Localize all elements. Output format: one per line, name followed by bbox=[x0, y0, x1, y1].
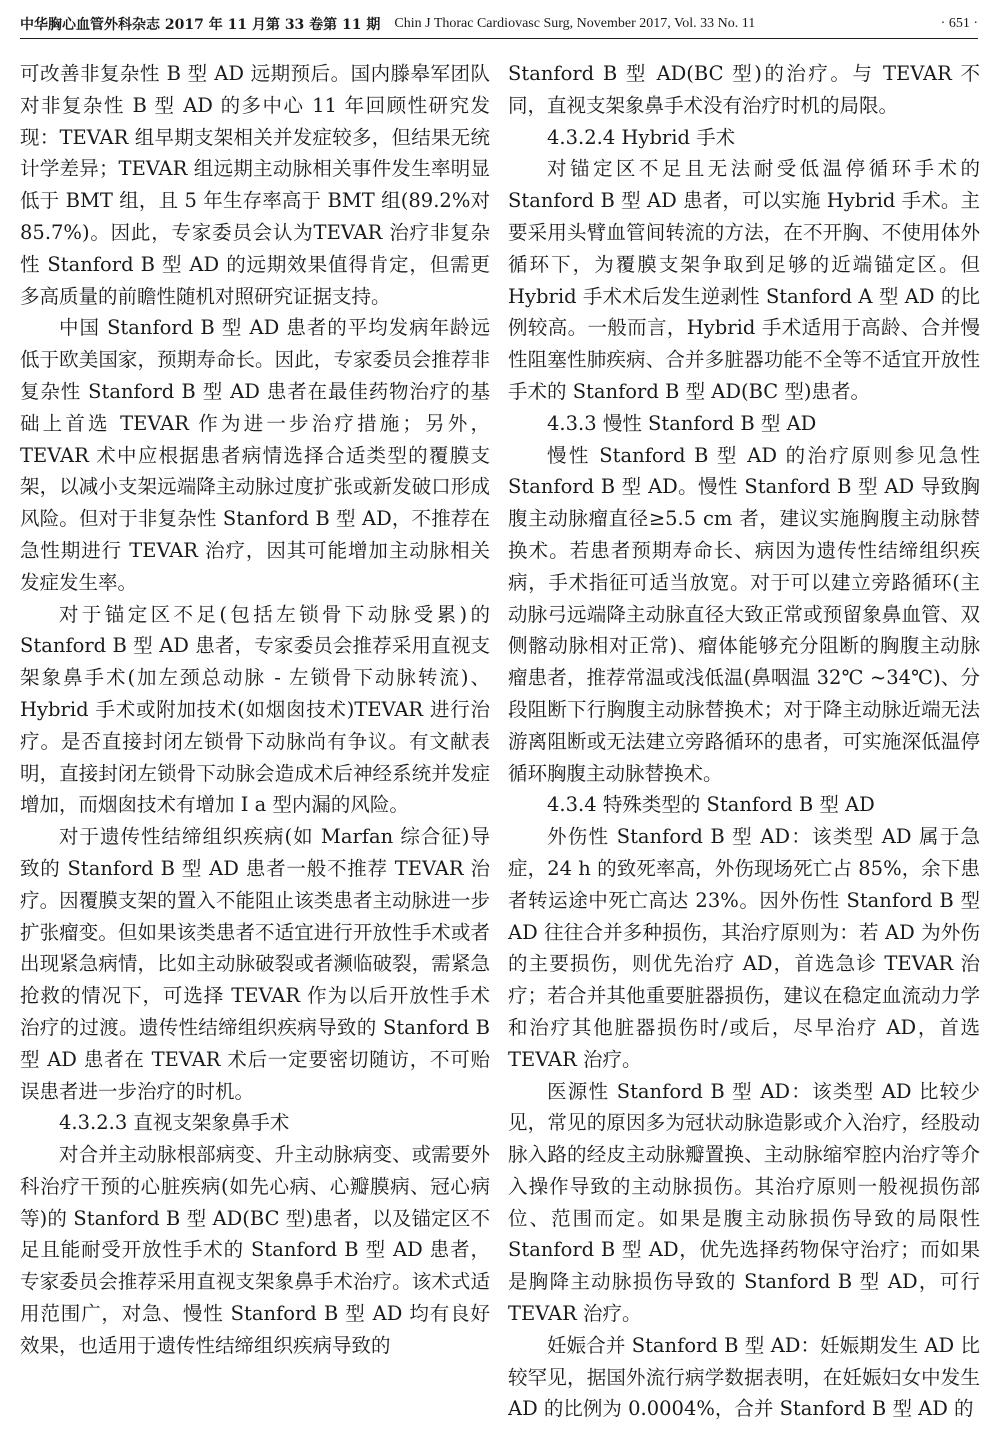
journal-title-cn: 中华胸心血管外科杂志 2017 年 11 月第 33 卷第 11 期 bbox=[20, 17, 381, 33]
paragraph: 医源性 Stanford B 型 AD：该类型 AD 比较少见，常见的原因多为冠状动脉造影或介入治疗，经股动脉入路的经皮主动脉瓣置换、主动脉缩窄腔内治疗等介入操作导致的主动脉损伤。其治疗原则一般视损伤部位、范围而定。如果是腹主动脉损伤导致的局限性 Stanford B 型 AD，优先选择药物保守治疗；而如果是胸降主动脉损伤导致的 Stanford B 型 AD，可行 TEVAR 治疗。 bbox=[508, 1079, 980, 1326]
section-heading: 4.3.2.4 Hybrid 手术 bbox=[547, 125, 736, 149]
paragraph: 中国 Stanford B 型 AD 患者的平均发病年龄远低于欧美国家，预期寿命长。因此，专家委员会推荐非复杂性 Stanford B 型 AD 患者在最佳药物治疗的基础上首选 TEVAR 作为进一步治疗措施；另外，TEVAR 术中应根据患者病情选择合适类型的覆膜支架，以减小支架远端降主动脉过度扩张或新发破口形成风险。但对于非复杂性 Stanford B 型 AD，不推荐在急性期进行 TEVAR 治疗，因其可能增加主动脉相关发症发生率。 bbox=[20, 316, 490, 594]
journal-title-en: Chin J Thorac Cardiovasc Surg, November 2017, Vol. 33 No. 11 bbox=[394, 16, 756, 31]
paragraph: 对于锚定区不足(包括左锁骨下动脉受累)的 Stanford B 型 AD 患者，专家委员会推荐采用直视支架象鼻手术(加左颈总动脉 - 左锁骨下动脉转流)、Hybrid 手术或附加技术(如烟囱技术)TEVAR 进行治疗。是否直接封闭左锁骨下动脉尚有争议。有文献表明，直接封闭左锁骨下动脉会造成术后神经系统并发症增加，而烟囱技术有增加 Ⅰ a 型内漏的风险。 bbox=[20, 602, 490, 817]
right-column bbox=[508, 58, 980, 1425]
paragraph: 外伤性 Stanford B 型 AD：该类型 AD 属于急症，24 h 的致死率高，外伤现场死亡占 85%，余下患者转运途中死亡高达 23%。因外伤性 Stanford B 型 AD 往往合并多种损伤，其治疗原则为：若 AD 为外伤的主要损伤，则优先治疗 AD，首选急诊 TEVAR 治疗；若合并其他重要脏器损伤，建议在稳定血流动力学和治疗其他脏器损伤时/或后，尽早治疗 AD，首选 TEVAR 治疗。 bbox=[508, 825, 980, 1071]
paragraph: 妊娠合并 Stanford B 型 AD：妊娠期发生 AD 比较罕见，据国外流行病学数据表明，在妊娠妇女中发生 AD 的比例为 0.0004%，合并 Stanford B 型 AD 的 bbox=[508, 1333, 980, 1421]
left-column bbox=[20, 58, 490, 1362]
section-heading: 4.3.4 特殊类型的 Stanford B 型 AD bbox=[547, 793, 875, 817]
page-number: · 651 · bbox=[940, 16, 978, 31]
running-header bbox=[20, 10, 978, 39]
paragraph: 对锚定区不足且无法耐受低温停循环手术的 Stanford B 型 AD 患者，可以实施 Hybrid 手术。主要采用头臂血管间转流的方法，在不开胸、不使用体外循环下，为覆膜支架争取到足够的近端锚定区。但 Hybrid 手术术后发生逆剥性 Stanford A 型 AD 的比例较高。一般而言，Hybrid 手术适用于高龄、合并慢性阻塞性肺疾病、合并多脏器功能不全等不适宜开放性手术的 Stanford B 型 AD(BC 型)患者。 bbox=[508, 157, 980, 403]
paragraph: 对合并主动脉根部病变、升主动脉病变、或需要外科治疗干预的心脏疾病(如先心病、心瓣膜病、冠心病等)的 Stanford B 型 AD(BC 型)患者，以及锚定区不足且能耐受开放性手术的 Stanford B 型 AD 患者，专家委员会推荐采用直视支架象鼻手术治疗。该术式适用范围广，对急、慢性 Stanford B 型 AD 均有良好效果，也适用于遗传性结缔组织疾病导致的 bbox=[20, 1143, 490, 1357]
paragraph: 慢性 Stanford B 型 AD 的治疗原则参见急性 Stanford B 型 AD。慢性 Stanford B 型 AD 导致胸腹主动脉瘤直径≥5.5 cm 者，建议实施胸腹主动脉替换术。若患者预期寿命长、病因为遗传性结缔组织疾病，手术指征可适当放宽。对于可以建立旁路循环(主动脉弓远端降主动脉直径大致正常或预留象鼻血管、双侧髂动脉相对正常)、瘤体能够充分阻断的胸腹主动脉瘤患者，推荐常温或浅低温(鼻咽温 32℃ ~34℃)、分段阻断下行胸腹主动脉替换术；对于降主动脉近端无法游离阻断或无法建立旁路循环的患者，可实施深低温停循环胸腹主动脉替换术。 bbox=[508, 443, 980, 785]
paragraph: 可改善非复杂性 B 型 AD 远期预后。国内滕皋军团队对非复杂性 B 型 AD 的多中心 11 年回顾性研究发现：TEVAR 组早期支架相关并发症较多，但结果无统计学差异；TEVAR 组远期主动脉相关事件发生率明显低于 BMT 组，且 5 年生存率高于 BMT 组(89.2%对 85.7%)。因此，专家委员会认为TEVAR 治疗非复杂性 Stanford B 型 AD 的远期效果值得肯定，但需更多高质量的前瞻性随机对照研究证据支持。 bbox=[20, 62, 490, 308]
paragraph: 对于遗传性结缔组织疾病(如 Marfan 综合征)导致的 Stanford B 型 AD 患者一般不推荐 TEVAR 治疗。因覆膜支架的置入不能阻止该类患者主动脉进一步扩张瘤变。但如果该类患者不适宜进行开放性手术或者出现紧急病情，比如主动脉破裂或者濒临破裂，需紧急抢救的情况下，可选择 TEVAR 作为以后开放性手术治疗的过渡。遗传性结缔组织疾病导致的 Stanford B 型 AD 患者在 TEVAR 术后一定要密切随访，不可贻误患者进一步治疗的时机。 bbox=[20, 825, 490, 1103]
section-heading: 4.3.3 慢性 Stanford B 型 AD bbox=[547, 411, 817, 435]
paragraph: Stanford B 型 AD(BC 型)的治疗。与 TEVAR 不同，直视支架象鼻手术没有治疗时机的局限。 bbox=[508, 62, 980, 117]
section-heading: 4.3.2.3 直视支架象鼻手术 bbox=[59, 1111, 290, 1135]
